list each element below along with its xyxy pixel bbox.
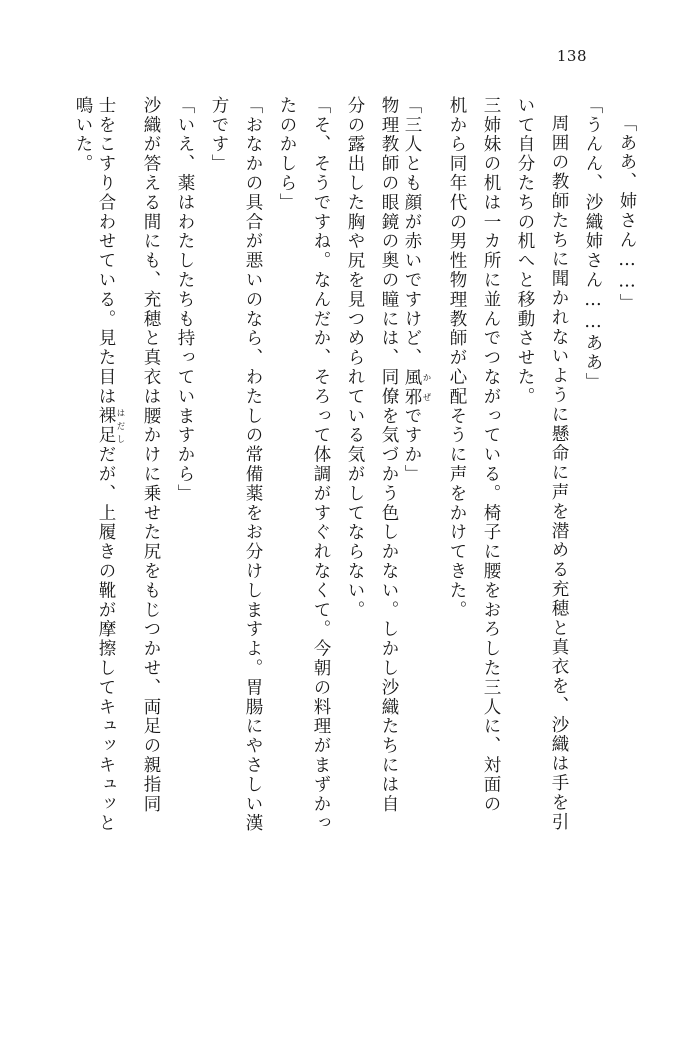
text-line: 物理教師の眼鏡の奥の瞳には、同僚を気づかう色しかない。しかし沙織たちには自 [379,96,399,814]
text-line: 机から同年代の男性物理教師が心配そうに声をかけてきた。 [447,96,467,620]
text-line: 「うんん、沙織姉さん……ああ」 [583,96,603,392]
text-line-with-ruby: 士をこすり合わせている。見た目は裸足 はだしだが、上履きの靴が摩擦してキュッキュッと [96,96,125,834]
ruby-hadashi: 裸足 はだし [96,406,125,446]
text-line: 沙織が答える間にも、充穂と真衣は腰かけに乗せた尻をもじつかせ、両足の親指同 [141,96,161,814]
text-line: 「そ、そうですね。なんだか、そろって体調がすぐれなくて。今朝の料理がまずかっ [311,96,331,834]
text-line: 「いえ、薬はわたしたちも持っていますから」 [175,96,195,504]
text-line: 周囲の教師たちに聞かれないように懸命に声を潜める充穂と真衣を、沙織は手を引 [549,114,569,832]
ruby-kaze: 風邪 かぜ [402,367,431,407]
vertical-text-body [58,96,635,976]
text-line: 「ああ、姉さん……」 [617,114,637,313]
text-line: 三姉妹の机は一カ所に並んでつながっている。椅子に腰をおろした三人に、対面の [481,96,501,814]
text-line: 方です」 [209,96,229,174]
text-line: いて自分たちの机へと移動させた。 [515,96,535,407]
text-line: 鳴いた。 [73,96,93,174]
text-line: 「おなかの具合が悪いのなら、わたしの常備薬をお分けしますよ。胃腸にやさしい漢 [243,96,263,834]
page-number: 138 [556,47,587,65]
text-line-with-ruby: 「三人とも顔が赤いですけど、風邪 かぜですか」 [402,96,431,485]
text-line: たのかしら」 [277,96,297,213]
text-line: 分の露出した胸や尻を見つめられている気がしてならない。 [345,96,365,620]
